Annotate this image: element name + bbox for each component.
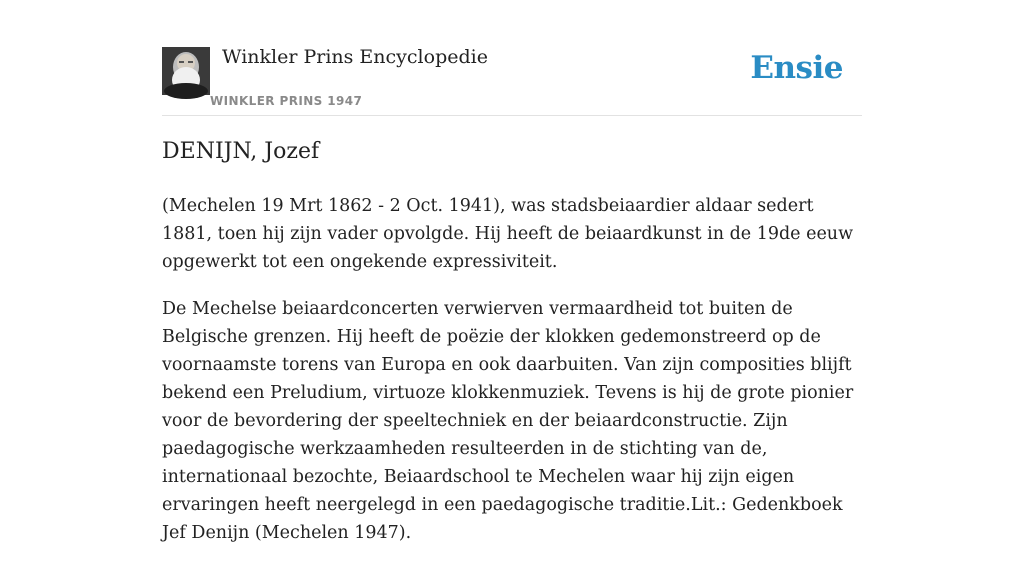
portrait-avatar-icon[interactable] [162,47,210,95]
article-title: DENIJN, Jozef [162,139,320,164]
article-body [162,192,862,566]
site-header [162,0,862,116]
edition-label: WINKLER PRINS 1947 [210,94,363,108]
brand-logo-link[interactable]: Ensie [750,50,843,86]
article-paragraph: De Mechelse beiaardconcerten verwierven vermaardheid tot buiten de Belgische grenzen. Hij heeft de poëzie der klokken gedemonstreerd op de voornaamste torens van Europa en ook daarbuiten. Van zijn composities blijft bekend een Preludium, virtuoze klokkenmuziek. Tevens is hij de grote pionier voor de bevordering der speeltechniek en der beiaardconstructie. Zijn paedagogische werkzaamheden resulteerden in de stichting van de, internationaal bezochte, Beiaardschool te Mechelen waar hij zijn eigen ervaringen heeft neergelegd in een paedagogische traditie.Lit.: Gedenkboek Jef Denijn (Mechelen 1947). [162,299,854,543]
article-paragraph: (Mechelen 19 Mrt 1862 - 2 Oct. 1941), was stadsbeiaardier aldaar sedert 1881, toen hij zijn vader opvolgde. Hij heeft de beiaardkunst in de 19de eeuw opgewerkt tot een ongekende expressiviteit. [162,196,854,272]
site-title-link[interactable]: Winkler Prins Encyclopedie [222,46,488,68]
